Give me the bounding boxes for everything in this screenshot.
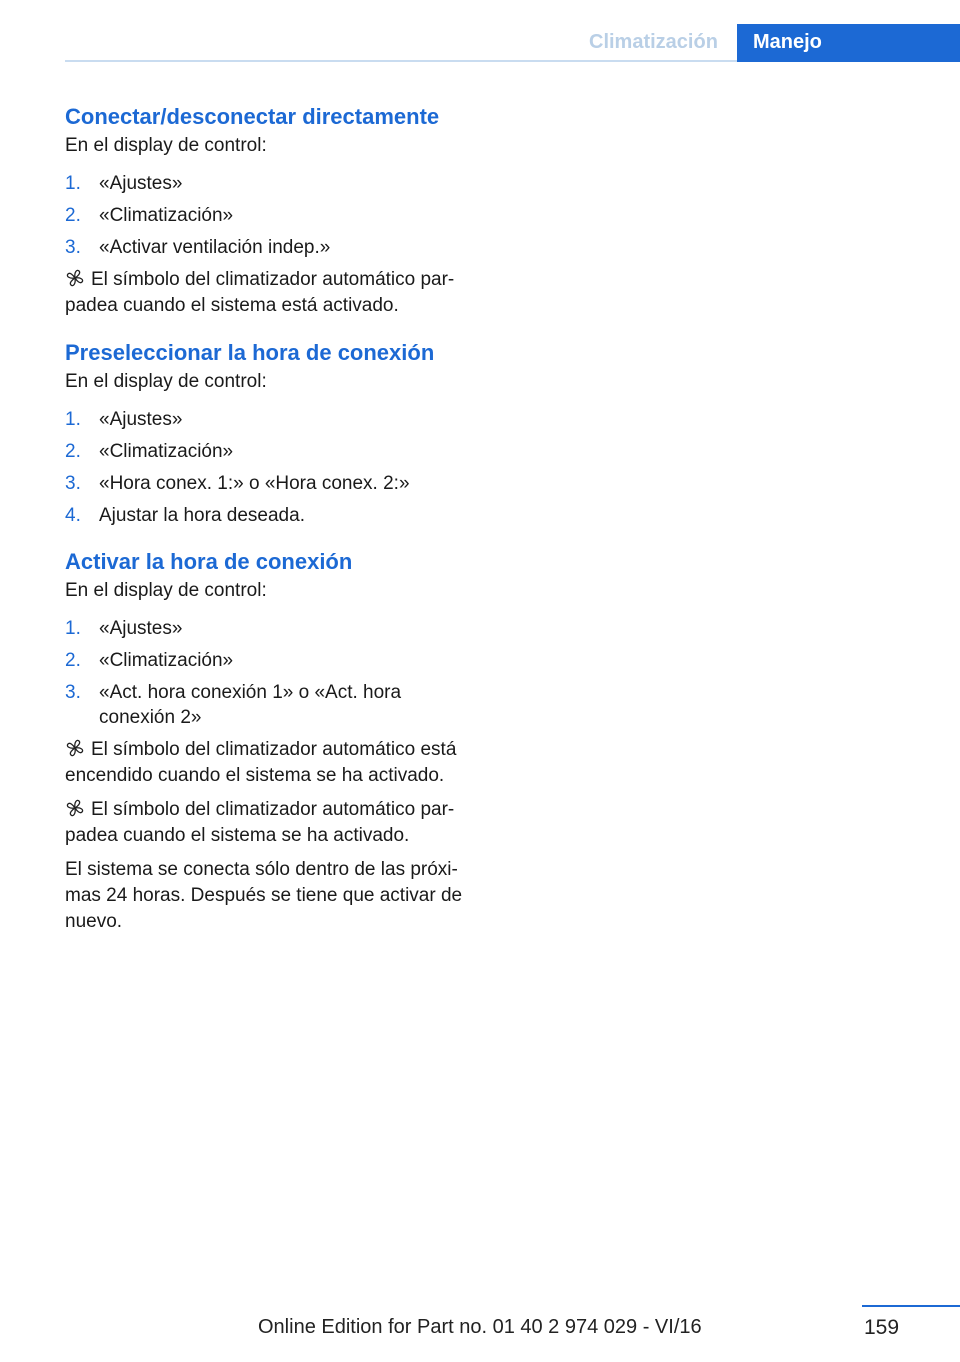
step-text: Ajustar la hora deseada.: [99, 505, 305, 526]
fan-icon: [65, 268, 85, 288]
step-list: [65, 407, 477, 528]
note-text: El símbolo del climatizador automático está encendido cuando el sistema se ha activado.: [65, 739, 457, 786]
step-text: «Climatización»: [99, 205, 234, 226]
step-text: «Act. hora conexión 1» o «Act. hora conexión 2»: [99, 682, 402, 728]
section-heading: Activar la hora de conexión: [65, 549, 353, 574]
step-text: «Ajustes»: [99, 618, 183, 639]
list-item: [65, 235, 477, 260]
list-item: [65, 171, 477, 196]
step-list: [65, 171, 477, 260]
step-number: 3.: [65, 237, 81, 258]
section-activate-time: [65, 548, 477, 935]
step-number: 2.: [65, 441, 81, 462]
list-item: [65, 616, 477, 641]
section-heading: Conectar/desconectar directamente: [65, 104, 440, 129]
main-content: [65, 103, 477, 935]
note-text: El símbolo del climatizador automático par‐padea cuando el sistema se ha activado.: [65, 799, 455, 846]
step-number: 1.: [65, 618, 81, 639]
step-list: [65, 616, 477, 730]
note-text: El símbolo del climatizador automático par‐padea cuando el sistema está activado.: [65, 269, 455, 316]
fan-note: [65, 797, 477, 849]
footer-rule: [862, 1305, 960, 1307]
section-preselect-time: [65, 339, 477, 528]
fan-note: [65, 737, 477, 789]
edition-line: Online Edition for Part no. 01 40 2 974 029 - VI/16: [258, 1316, 702, 1338]
step-number: 1.: [65, 409, 81, 430]
intro-text: En el display de control:: [65, 371, 267, 392]
step-text: «Ajustes»: [99, 409, 183, 430]
step-number: 3.: [65, 473, 81, 494]
list-item: [65, 680, 477, 730]
list-item: [65, 407, 477, 432]
closing-paragraph: El sistema se conecta sólo dentro de las próxi‐mas 24 horas. Después se tiene que activar de nuevo.: [65, 859, 463, 932]
header-section-title: Climatización: [589, 31, 718, 53]
header-chapter-tab: [737, 24, 960, 62]
header-chapter-label: Manejo: [753, 31, 822, 53]
step-number: 1.: [65, 173, 81, 194]
section-connect-directly: [65, 103, 477, 319]
step-text: «Activar ventilación indep.»: [99, 237, 331, 258]
step-number: 3.: [65, 682, 81, 703]
list-item: [65, 648, 477, 673]
step-text: «Climatización»: [99, 441, 234, 462]
list-item: [65, 503, 477, 528]
section-heading: Preseleccionar la hora de conexión: [65, 340, 435, 365]
fan-note: [65, 267, 477, 319]
step-text: «Climatización»: [99, 650, 234, 671]
intro-text: En el display de control:: [65, 580, 267, 601]
list-item: [65, 439, 477, 464]
page-number: 159: [864, 1316, 900, 1339]
fan-icon: [65, 738, 85, 758]
step-text: «Ajustes»: [99, 173, 183, 194]
step-number: 4.: [65, 505, 81, 526]
step-number: 2.: [65, 205, 81, 226]
step-text: «Hora conex. 1:» o «Hora conex. 2:»: [99, 473, 410, 494]
intro-text: En el display de control:: [65, 135, 267, 156]
fan-icon: [65, 798, 85, 818]
list-item: [65, 203, 477, 228]
list-item: [65, 471, 477, 496]
step-number: 2.: [65, 650, 81, 671]
